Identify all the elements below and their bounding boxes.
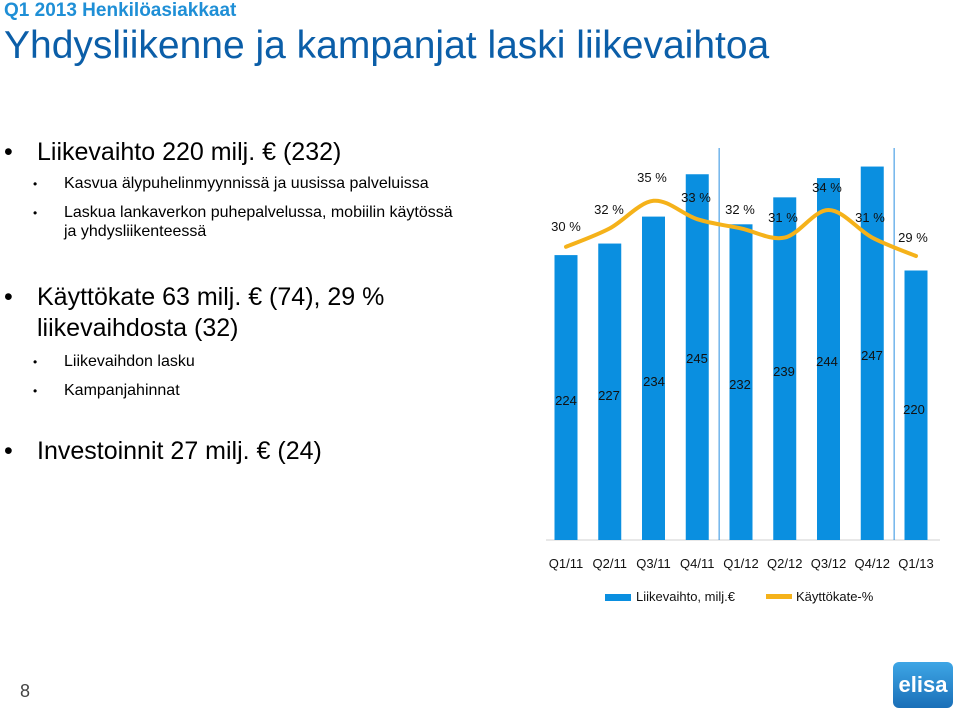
- margin-label: 32 %: [594, 202, 624, 217]
- elisa-logo: elisa: [893, 662, 953, 708]
- x-tick-label: Q2/12: [767, 556, 803, 571]
- bullet-dot: •: [4, 283, 13, 311]
- legend-swatch-margin: [766, 594, 792, 599]
- revenue-label: 244: [816, 354, 838, 369]
- bullet-revenue-text: Liikevaihto 220 milj. € (232): [37, 138, 342, 166]
- bullet-ebitda-text: Käyttökate 63 milj. € (74), 29 %: [37, 283, 385, 311]
- x-tick-label: Q1/12: [723, 556, 759, 571]
- x-tick-label: Q2/11: [592, 556, 627, 571]
- bullet-capex-text: Investoinnit 27 milj. € (24): [37, 437, 322, 465]
- legend-label-margin: Käyttökate-%: [796, 589, 874, 604]
- revenue-label: 220: [903, 402, 925, 417]
- revenue-label: 245: [686, 351, 708, 366]
- margin-label: 31 %: [768, 210, 798, 225]
- x-tick-label: Q4/12: [854, 556, 890, 571]
- margin-label: 30 %: [551, 219, 581, 234]
- margin-label: 33 %: [681, 190, 711, 205]
- margin-label: 35 %: [637, 170, 667, 185]
- revenue-label: 234: [643, 374, 665, 389]
- revenue-label: 227: [598, 388, 620, 403]
- revenue-label: 247: [861, 348, 883, 363]
- x-tick-label: Q1/11: [548, 556, 584, 571]
- revenue-label: 224: [555, 393, 577, 408]
- revenue-label: 232: [729, 377, 751, 392]
- x-tick-label: Q4/11: [680, 556, 715, 571]
- x-tick-label: Q3/12: [810, 556, 847, 571]
- page-number: 8: [20, 681, 31, 701]
- revenue-label: 239: [773, 364, 795, 379]
- bullet-dot: •: [4, 138, 13, 166]
- page-title: Yhdysliikenne ja kampanjat laski liikevaihtoa: [4, 24, 770, 67]
- margin-label: 32 %: [725, 202, 755, 217]
- x-tick-label: Q3/11: [636, 556, 671, 571]
- kicker: Q1 2013 Henkilöasiakkaat: [4, 0, 237, 21]
- legend-swatch-revenue: [605, 594, 631, 601]
- x-tick-label: Q1/13: [898, 556, 934, 571]
- bullet-dot: •: [4, 437, 13, 465]
- margin-label: 34 %: [812, 180, 842, 195]
- margin-label: 31 %: [855, 210, 885, 225]
- legend-label-revenue: Liikevaihto, milj.€: [636, 589, 735, 604]
- margin-label: 29 %: [898, 230, 928, 245]
